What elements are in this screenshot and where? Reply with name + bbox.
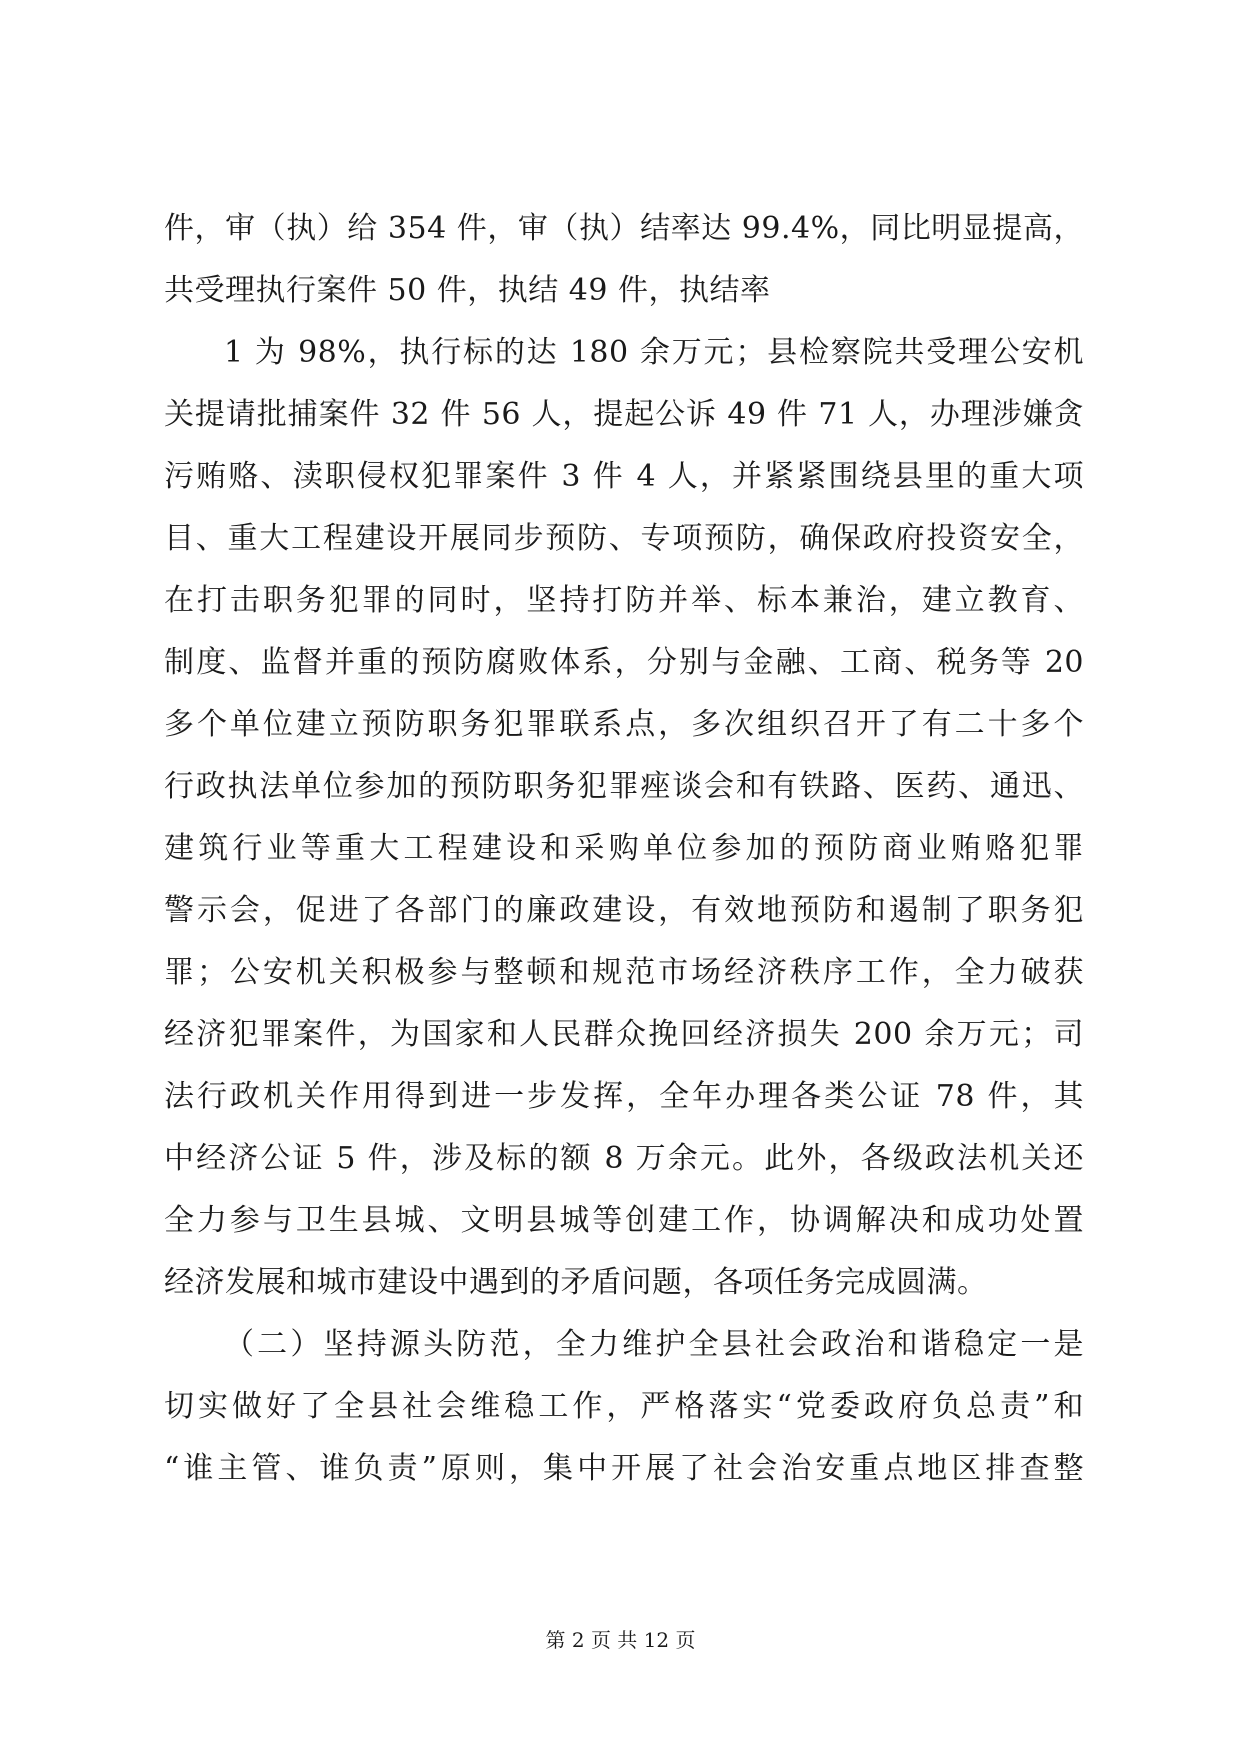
text-line: 制度、监督并重的预防腐败体系，分别与金融、工商、税务等 20 [164, 645, 1084, 680]
text-line: （二）坚持源头防范，全力维护全县社会政治和谐稳定一是 [224, 1327, 1084, 1362]
text-line: 行政执法单位参加的预防职务犯罪痤谈会和有铁路、医药、通迅、 [164, 769, 1084, 804]
text-line: 全力参与卫生县城、文明县城等创建工作，协调解决和成功处置 [164, 1203, 1084, 1238]
text-line: 共受理执行案件 50 件，执结 49 件，执结率 [164, 273, 771, 308]
text-line: 目、重大工程建设开展同步预防、专项预防，确保政府投资安全， [164, 521, 1084, 556]
text-line: 中经济公证 5 件，涉及标的额 8 万余元。此外，各级政法机关还 [164, 1141, 1084, 1176]
text-line: 污贿赂、渎职侵权犯罪案件 3 件 4 人，并紧紧围绕县里的重大项 [164, 459, 1084, 494]
text-line: 罪；公安机关积极参与整顿和规范市场经济秩序工作，全力破获 [164, 955, 1084, 990]
text-line: 经济犯罪案件，为国家和人民群众挽回经济损失 200 余万元；司 [164, 1017, 1084, 1052]
text-line: 1 为 98%，执行标的达 180 余万元；县检察院共受理公安机 [224, 335, 1084, 370]
text-line: 件，审（执）给 354 件，审（执）结率达 99.4%，同比明显提高， [164, 211, 1084, 246]
text-line: 多个单位建立预防职务犯罪联系点，多次组织召开了有二十多个 [164, 707, 1084, 742]
text-line: 切实做好了全县社会维稳工作，严格落实“党委政府负总责”和 [164, 1389, 1084, 1424]
text-line: 法行政机关作用得到进一步发挥，全年办理各类公证 78 件，其 [164, 1079, 1084, 1114]
text-line: “谁主管、谁负责”原则，集中开展了社会治安重点地区排查整 [164, 1451, 1084, 1486]
text-line: 在打击职务犯罪的同时，坚持打防并举、标本兼治，建立教育、 [164, 583, 1084, 618]
text-line: 警示会，促进了各部门的廉政建设，有效地预防和遏制了职务犯 [164, 893, 1084, 928]
body-text [164, 198, 1084, 1500]
text-line: 经济发展和城市建设中遇到的矛盾问题，各项任务完成圆满。 [164, 1265, 988, 1300]
text-line: 建筑行业等重大工程建设和采购单位参加的预防商业贿赂犯罪 [164, 831, 1084, 866]
page-footer [0, 1626, 1241, 1654]
page-number-label: 第 2 页 共 12 页 [545, 1628, 696, 1652]
text-line: 关提请批捕案件 32 件 56 人，提起公诉 49 件 71 人，办理涉嫌贪 [164, 397, 1084, 432]
